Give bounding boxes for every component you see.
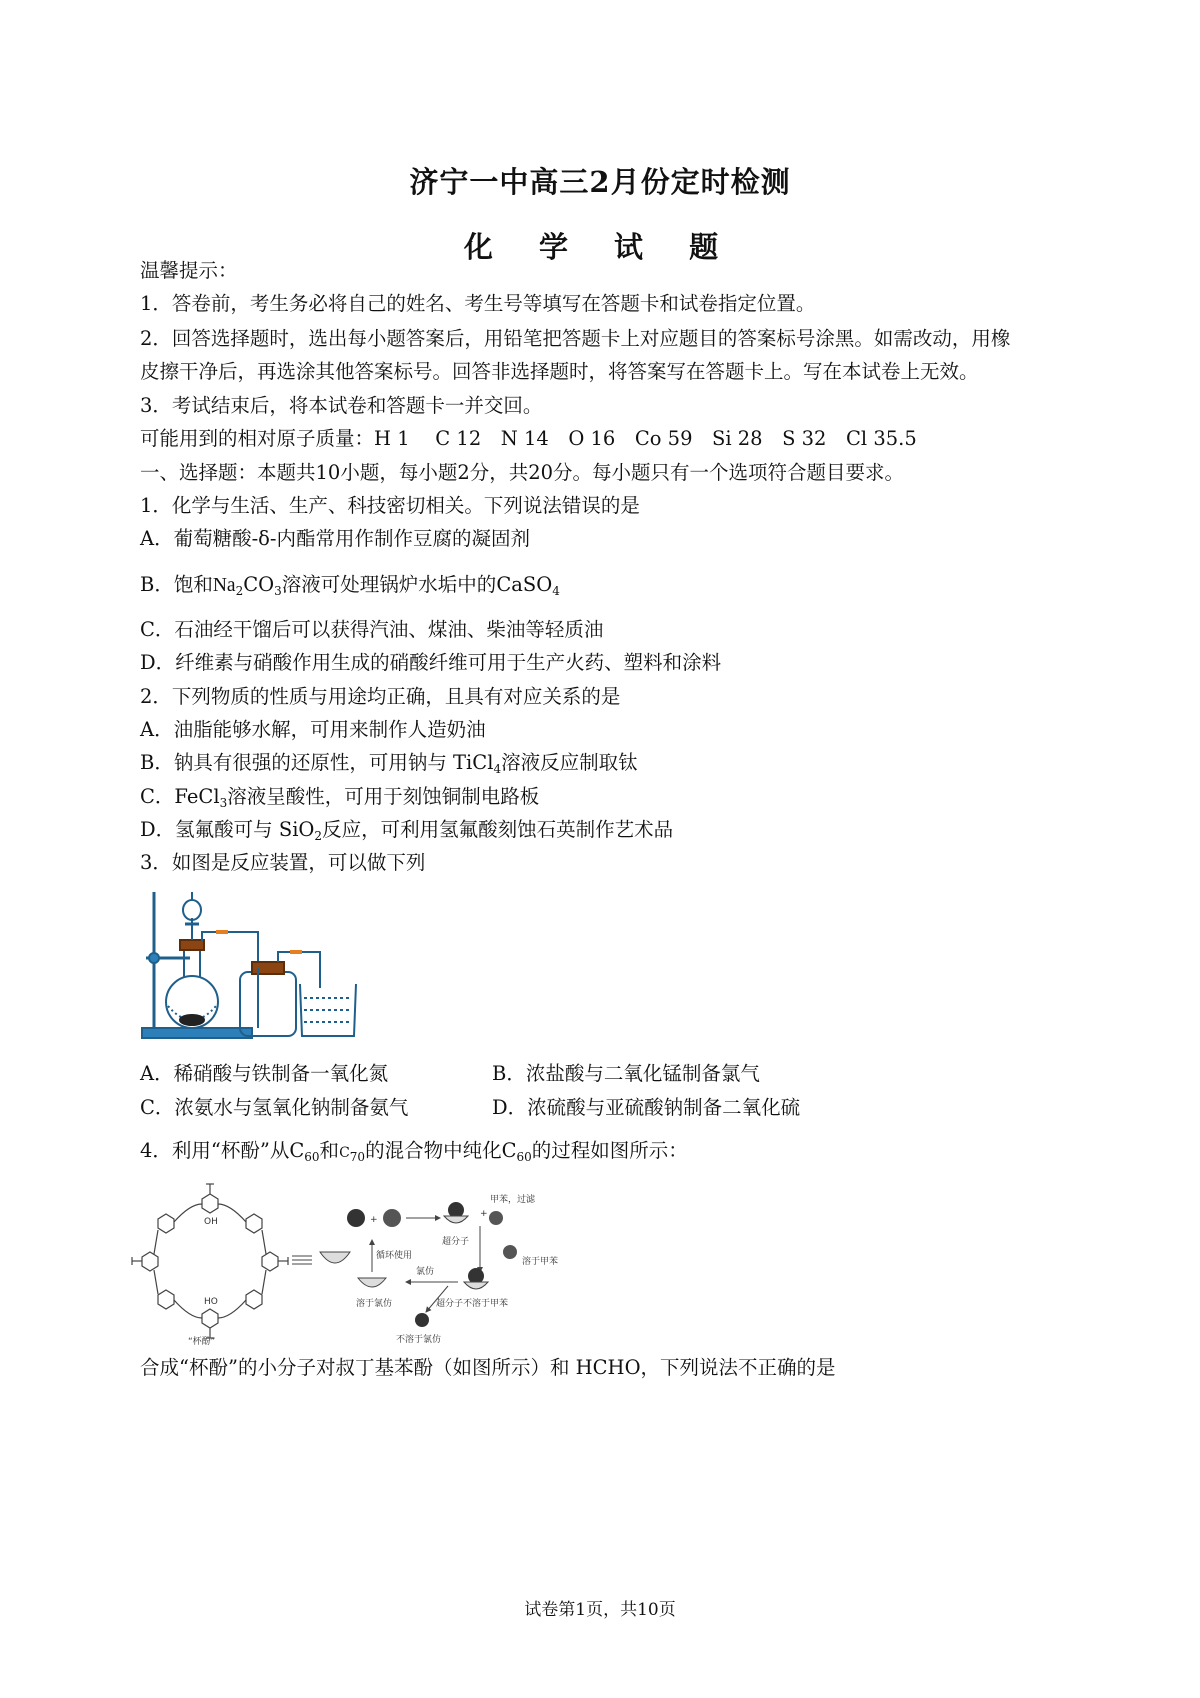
- calixarene-purification-figure: [130, 1182, 590, 1347]
- supra-insoluble-label: 超分子不溶于甲苯: [436, 1299, 509, 1309]
- q2-d-post: 反应，可利用氢氟酸刻蚀石英制作艺术品: [322, 818, 674, 841]
- q1-stem: 1．化学与生活、生产、科技密切相关。下列说法错误的是: [140, 494, 640, 517]
- q4-stem-mid2: 的混合物中纯化C: [365, 1139, 517, 1162]
- q1-option-c: C．石油经干馏后可以获得汽油、煤油、柴油等轻质油: [140, 618, 604, 641]
- c70-sphere-icon: [383, 1209, 401, 1227]
- q1-b-na: Na: [212, 575, 236, 596]
- q2-option-d: [140, 817, 673, 843]
- q2-b-sub: 4: [493, 762, 502, 776]
- q4-stem-post: 的过程如图所示：: [531, 1139, 688, 1162]
- q4-after-text: 合成“杯酚”的小分子对叔丁基苯酚（如图所示）和 HCHO，下列说法不正确的是: [140, 1356, 836, 1379]
- c60-sphere-icon: [347, 1209, 365, 1227]
- q4-sub-60a: 60: [304, 1150, 320, 1164]
- q3-stem: 3．如图是反应装置，可以做下列: [140, 851, 426, 874]
- q1-b-pre: B．饱和: [140, 573, 213, 596]
- q4-sub-70: 70: [349, 1150, 366, 1164]
- q1-option-d: D．纤维素与硝酸作用生成的硝酸纤维可用于生产火药、塑料和涂料: [140, 651, 722, 674]
- q4-c70: C: [339, 1145, 350, 1161]
- q3-option-d: D．浓硫酸与亚硫酸钠制备二氧化硫: [492, 1096, 801, 1119]
- q1-b-sub2: 2: [235, 584, 244, 598]
- q2-option-a: A．油脂能够水解，可用来制作人造奶油: [140, 718, 486, 741]
- q4-stem: [140, 1138, 688, 1166]
- q4-sub-60b: 60: [516, 1150, 532, 1164]
- plus-label: +: [370, 1215, 378, 1225]
- q2-d-pre: D．氢氟酸可与 SiO: [140, 818, 315, 841]
- q1-b-mid: 溶液可处理锅炉水垢中的: [281, 573, 497, 596]
- q2-option-b: [140, 750, 638, 776]
- q1-b-co: CO: [243, 573, 275, 596]
- q3-option-b: B．浓盐酸与二氧化锰制备氯气: [492, 1062, 760, 1085]
- notice-item-1: 1．答卷前，考生务必将自己的姓名、考生号等填写在答题卡和试卷指定位置。: [140, 292, 816, 315]
- page-footer: 试卷第1页，共10页: [524, 1600, 676, 1620]
- q2-c-sub: 3: [219, 796, 228, 810]
- notice-heading: 温馨提示：: [140, 259, 238, 282]
- q4-stem-mid1: 和: [319, 1139, 340, 1162]
- q2-c-pre: C．FeCl: [140, 785, 220, 808]
- q2-b-pre: B．钠具有很强的还原性，可用钠与 TiCl: [140, 751, 494, 774]
- chloroform-label: 氯仿: [416, 1267, 435, 1277]
- notice-item-2: 2．回答选择题时，选出每小题答案后，用铅笔把答题卡上对应题目的答案标号涂黑。如需改动，用橡: [140, 327, 1011, 350]
- q1-b-caso: CaSO: [496, 573, 553, 596]
- q1-b-sub3: 3: [274, 584, 282, 598]
- bowl-icon: [320, 1252, 350, 1263]
- dissolve-toluene-label: 溶于甲苯: [522, 1257, 559, 1267]
- atomic-mass-line: 可能用到的相对原子质量：H 1 C 12 N 14 O 16 Co 59 Si 28 S 32 Cl 35.5: [140, 427, 917, 450]
- dissolve-chloroform-label: 溶于氯仿: [356, 1299, 393, 1309]
- calixarene-caption: “杯酚”: [188, 1337, 216, 1347]
- section-1-heading: 一、选择题：本题共10小题，每小题2分，共20分。每小题只有一个选项符合题目要求。: [140, 461, 905, 484]
- q2-option-c: [140, 784, 539, 810]
- q1-option-b: [140, 572, 560, 599]
- q2-c-post: 溶液呈酸性，可用于刻蚀铜制电路板: [227, 785, 540, 808]
- calixarene-structure: [132, 1184, 288, 1338]
- q2-d-sub: 2: [314, 829, 323, 843]
- notice-item-3: 3．考试结束后，将本试卷和答题卡一并交回。: [140, 394, 543, 417]
- ho-label: HO: [204, 1297, 218, 1307]
- supramolecule-label: 超分子: [442, 1237, 470, 1247]
- exam-title: 济宁一中高三2月份定时检测: [409, 165, 791, 199]
- toluene-filter-label: 甲苯，过滤: [490, 1195, 536, 1205]
- q4-stem-pre: 4．利用“杯酚”从C: [140, 1139, 305, 1162]
- q1-option-a: A．葡萄糖酸-δ-内酯常用作制作豆腐的凝固剂: [140, 527, 531, 550]
- recycle-label: 循环使用: [376, 1251, 413, 1261]
- q1-b-sub4: 4: [552, 584, 560, 598]
- plus-label-2: +: [480, 1209, 488, 1219]
- notice-item-2-cont: 皮擦干净后，再选涂其他答案标号。回答非选择题时，将答案写在答题卡上。写在本试卷上无效。: [140, 360, 979, 383]
- q3-option-a: A．稀硝酸与铁制备一氧化氮: [140, 1062, 389, 1085]
- q2-b-post: 溶液反应制取钛: [501, 751, 638, 774]
- oh-label: OH: [204, 1217, 218, 1227]
- q2-stem: 2．下列物质的性质与用途均正确，且具有对应关系的是: [140, 685, 621, 708]
- insoluble-chloroform-label: 不溶于氯仿: [396, 1335, 442, 1345]
- exam-subtitle: 化 学 试 题: [463, 230, 737, 264]
- q3-option-c: C．浓氨水与氢氧化钠制备氨气: [140, 1096, 409, 1119]
- reaction-apparatus-figure: [140, 888, 470, 1048]
